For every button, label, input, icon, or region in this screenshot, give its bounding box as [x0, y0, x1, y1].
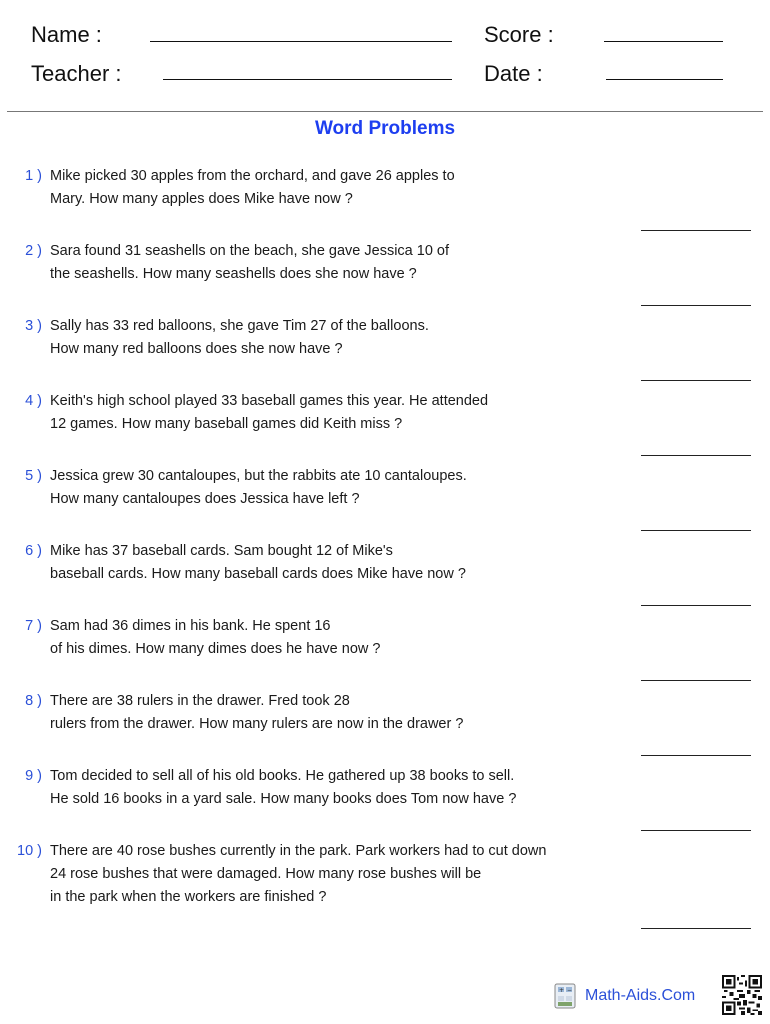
- answer-line[interactable]: [641, 230, 751, 231]
- name-label: Name :: [31, 22, 102, 47]
- answer-line[interactable]: [641, 605, 751, 606]
- problem-number: 9 ): [25, 768, 42, 784]
- header-divider: [7, 111, 763, 112]
- problem-number: 2 ): [25, 243, 42, 259]
- problem-number: 7 ): [25, 618, 42, 634]
- teacher-label: Teacher :: [31, 61, 122, 86]
- problem-number: 5 ): [25, 468, 42, 484]
- answer-line[interactable]: [641, 455, 751, 456]
- calculator-icon: [554, 983, 576, 1009]
- answer-line[interactable]: [641, 830, 751, 831]
- worksheet-title: Word Problems: [314, 118, 456, 139]
- answer-line[interactable]: [641, 680, 751, 681]
- problem-text-line: Mike has 37 baseball cards. Sam bought 12 of Mike's: [50, 543, 393, 559]
- answer-line[interactable]: [641, 755, 751, 756]
- answer-line[interactable]: [641, 305, 751, 306]
- answer-line[interactable]: [641, 380, 751, 381]
- problem-text-line: Keith's high school played 33 baseball games this year. He attended: [50, 393, 489, 409]
- name-field-line[interactable]: [150, 41, 452, 42]
- problem-text-line: Tom decided to sell all of his old books. He gathered up 38 books to sell.: [50, 768, 515, 784]
- problem-text-line: 12 games. How many baseball games did Keith miss ?: [50, 416, 403, 432]
- problem-text-line: He sold 16 books in a yard sale. How many books does Tom now have ?: [50, 791, 517, 807]
- problem-text-line: Sally has 33 red balloons, she gave Tim 27 of the balloons.: [50, 318, 429, 334]
- problem-number: 6 ): [25, 543, 42, 559]
- problem-text-line: How many cantaloupes does Jessica have left ?: [50, 491, 360, 507]
- problem-number: 3 ): [25, 318, 42, 334]
- problem-text-line: Mike picked 30 apples from the orchard, and gave 26 apples to: [50, 168, 455, 184]
- svg-text:−: −: [567, 987, 573, 994]
- problem-text-line: Mary. How many apples does Mike have now ?: [50, 191, 353, 207]
- answer-line[interactable]: [641, 928, 751, 929]
- problem-text-line: in the park when the workers are finished ?: [50, 889, 327, 905]
- problem-number: 1 ): [25, 168, 42, 184]
- problem-text-line: Sara found 31 seashells on the beach, she gave Jessica 10 of: [50, 243, 450, 259]
- problem-text-line: of his dimes. How many dimes does he have now ?: [50, 641, 381, 657]
- score-field-line[interactable]: [604, 41, 723, 42]
- qr-code-icon: [722, 975, 762, 1015]
- problem-text-line: How many red balloons does she now have ?: [50, 341, 343, 357]
- date-field-line[interactable]: [606, 79, 723, 80]
- teacher-field-line[interactable]: [163, 79, 452, 80]
- problem-text-line: Jessica grew 30 cantaloupes, but the rabbits ate 10 cantaloupes.: [50, 468, 467, 484]
- problem-number: 10 ): [17, 843, 42, 859]
- problem-text-line: Sam had 36 dimes in his bank. He spent 16: [50, 618, 331, 634]
- answer-line[interactable]: [641, 530, 751, 531]
- problem-text-line: rulers from the drawer. How many rulers are now in the drawer ?: [50, 716, 464, 732]
- problem-text-line: the seashells. How many seashells does she now have ?: [50, 266, 417, 282]
- svg-text:+: +: [559, 987, 565, 994]
- problem-number: 4 ): [25, 393, 42, 409]
- problem-text-line: There are 38 rulers in the drawer. Fred took 28: [50, 693, 350, 709]
- score-label: Score :: [484, 22, 554, 47]
- problem-text-line: baseball cards. How many baseball cards does Mike have now ?: [50, 566, 466, 582]
- date-label: Date :: [484, 61, 543, 86]
- problem-text-line: 24 rose bushes that were damaged. How many rose bushes will be: [50, 866, 482, 882]
- brand-text[interactable]: Math-Aids.Com: [585, 987, 696, 1004]
- problem-text-line: There are 40 rose bushes currently in the park. Park workers had to cut down: [50, 843, 547, 859]
- problem-number: 8 ): [25, 693, 42, 709]
